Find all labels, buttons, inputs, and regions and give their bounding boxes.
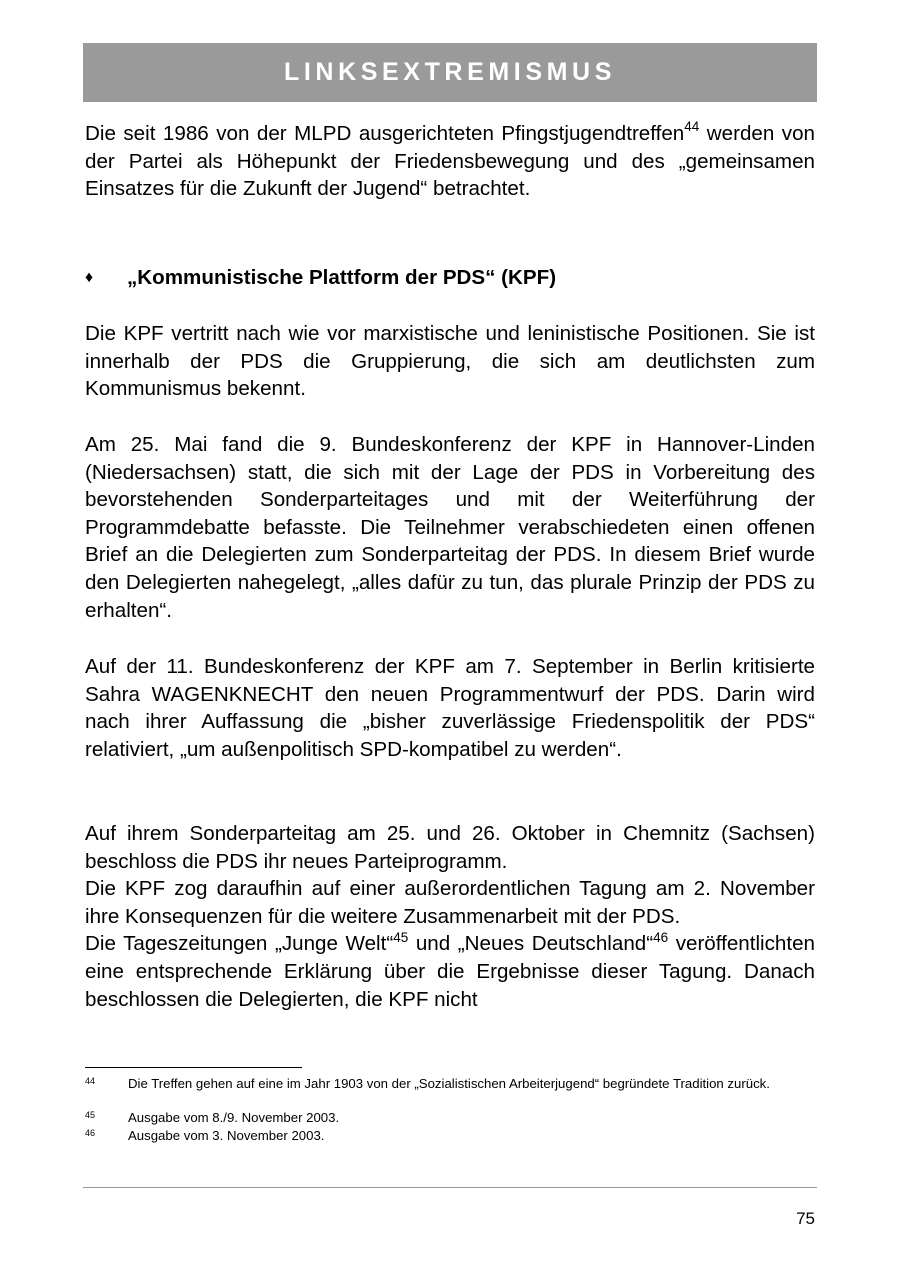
footnote-46 xyxy=(85,1128,815,1144)
paragraph-pfingstjugendtreffen xyxy=(85,120,815,203)
footnote-ref-44: 44 xyxy=(684,119,700,135)
paragraph-bundeskonferenz-11 xyxy=(85,653,815,763)
paragraph-line: Die KPF zog daraufhin auf einer außerordentlichen Tagung am 2. November ihre Konsequenzen für die weitere Zusammenarbeit mit der PDS. xyxy=(85,877,815,928)
paragraph-text: Die seit 1986 von der MLPD ausgerichteten Pfingstjugendtreffen xyxy=(85,122,685,145)
paragraph-text: Am 25. Mai fand die 9. Bundeskonferenz der KPF in Hannover-Linden (Niedersachsen) statt, die sich mit der Lage der PDS in Vorbereitung des bevorstehenden Sonderparteitages und mit der Weiterführung der Programmdebatte befasste. Die Teilnehmer verabschiedeten einen offenen Brief an die Delegierten zum Sonderparteitag der PDS. In diesem Brief wurde den Delegierten nahegelegt, „alles dafür zu tun, das plurale Prinzip der PDS zu erhalten“. xyxy=(85,433,815,622)
section-heading-kpf xyxy=(85,264,815,292)
footnote-text: Die Treffen gehen auf eine im Jahr 1903 von der „Sozialistischen Arbeiterjugend“ begründete Tradition zurück. xyxy=(128,1076,770,1091)
footnote-ref-46: 46 xyxy=(653,929,669,945)
footnote-text: Ausgabe vom 8./9. November 2003. xyxy=(128,1110,340,1125)
paragraph-line xyxy=(85,930,815,1013)
paragraph-text: Auf der 11. Bundeskonferenz der KPF am 7. September in Berlin kritisierte Sahra WAGENKNECHT den neuen Programmentwurf der PDS. Darin wird nach ihrer Auffassung die „bisher zuverlässige Friedenspolitik der PDS“ relativiert, „um außenpolitisch SPD-kompatibel zu werden“. xyxy=(85,655,815,761)
paragraph-text: werden von der Partei als Höhepunkt der Friedensbewegung und des „gemeinsamen Einsatzes für die Zukunft der Jugend“ betrachtet. xyxy=(85,122,815,201)
section-header-title: LINKSEXTREMISMUS xyxy=(284,58,616,86)
paragraph-bundeskonferenz-9 xyxy=(85,431,815,624)
footnote-ref-45: 45 xyxy=(393,929,409,945)
footnote-45 xyxy=(85,1110,815,1126)
paragraph-line: Auf ihrem Sonderparteitag am 25. und 26. Oktober in Chemnitz (Sachsen) beschloss die PDS ihr neues Parteiprogramm. xyxy=(85,822,815,873)
paragraph-text: Die KPF vertritt nach wie vor marxistische und leninistische Positionen. Sie ist innerhalb der PDS die Gruppierung, die sich am deutlichsten zum Kommunismus bekennt. xyxy=(85,322,815,401)
diamond-bullet-icon: ♦ xyxy=(85,269,94,286)
footnote-number: 46 xyxy=(85,1128,96,1138)
page-number: 75 xyxy=(796,1209,815,1228)
page-footer-rule xyxy=(83,1187,817,1188)
footnote-text: Ausgabe vom 3. November 2003. xyxy=(128,1128,325,1143)
paragraph-text: und „Neues Deutschland“ xyxy=(408,932,654,956)
section-heading-text: „Kommunistische Plattform der PDS“ (KPF) xyxy=(127,266,557,289)
paragraph-sonderparteitag xyxy=(85,820,815,1013)
footnote-44 xyxy=(85,1076,815,1092)
paragraph-kpf-positionen xyxy=(85,320,815,403)
footnote-separator xyxy=(85,1067,302,1068)
footnote-number: 45 xyxy=(85,1110,96,1120)
section-header-band xyxy=(83,43,817,102)
paragraph-text: veröffentlichten eine entsprechende Erklärung über die Ergebnisse dieser Tagung. Danach beschlossen die Delegierten, die KPF nicht xyxy=(85,932,815,1011)
paragraph-text: Die Tageszeitungen „Junge Welt“ xyxy=(85,932,394,956)
footnote-number: 44 xyxy=(85,1076,96,1086)
